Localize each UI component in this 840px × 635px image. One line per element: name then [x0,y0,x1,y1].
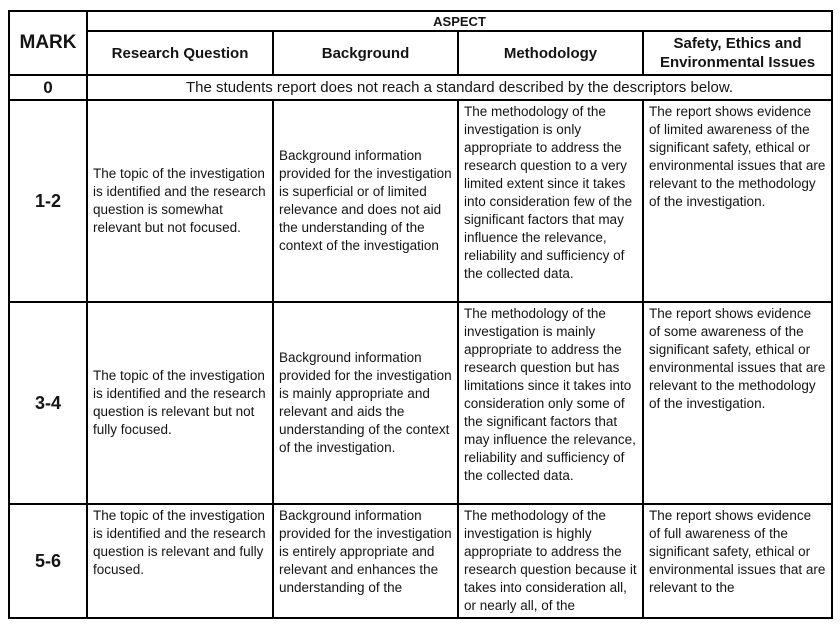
column-header-row [9,31,832,75]
descriptor-cell-background-1-2: Background information provided for the investigation is superficial or of limited relevance and does not aid the understanding of the context of the investigation [273,100,458,302]
mark-column-header: MARK [9,11,87,75]
descriptor-cell-research-question-3-4: The topic of the investigation is identified and the research question is relevant but not fully focused. [87,302,273,504]
column-header-background: Background [273,31,458,75]
mark-cell-3-4: 3-4 [9,302,87,504]
column-header-research-question: Research Question [87,31,273,75]
column-header-methodology: Methodology [458,31,643,75]
mark-cell-5-6: 5-6 [9,504,87,618]
mark-cell-1-2: 1-2 [9,100,87,302]
descriptor-cell-mark-0: The students report does not reach a standard described by the descriptors below. [87,75,832,100]
column-header-safety-ethics: Safety, Ethics and Environmental Issues [643,31,832,75]
aspect-header-row [9,11,832,31]
descriptor-cell-methodology-3-4: The methodology of the investigation is mainly appropriate to address the research question but has limitations since it takes into consideration only some of the significant factors that may influence the relevance, reliability and sufficiency of the collected data. [458,302,643,504]
table-row-mark-3-4 [9,302,832,504]
table-row-mark-5-6 [9,504,832,618]
table-row-mark-0 [9,75,832,100]
descriptor-cell-safety-ethics-3-4: The report shows evidence of some awareness of the significant safety, ethical or environmental issues that are relevant to the methodology of the investigation. [643,302,832,504]
descriptor-cell-safety-ethics-5-6: The report shows evidence of full awareness of the significant safety, ethical or environmental issues that are relevant to the [643,504,832,618]
table-row-mark-1-2 [9,100,832,302]
descriptor-cell-safety-ethics-1-2: The report shows evidence of limited awareness of the significant safety, ethical or environmental issues that are relevant to the methodology of the investigation. [643,100,832,302]
descriptor-cell-methodology-5-6: The methodology of the investigation is highly appropriate to address the research question because it takes into consideration all, or nearly all, of the [458,504,643,618]
rubric-table [8,10,833,619]
descriptor-cell-background-3-4: Background information provided for the investigation is mainly appropriate and relevant and aids the understanding of the context of the investigation. [273,302,458,504]
aspect-group-header: ASPECT [87,11,832,31]
descriptor-cell-research-question-1-2: The topic of the investigation is identified and the research question is somewhat relevant but not focused. [87,100,273,302]
mark-cell-0: 0 [9,75,87,100]
descriptor-cell-methodology-1-2: The methodology of the investigation is only appropriate to address the research question to a very limited extent since it takes into consideration few of the significant factors that may influence the relevance, reliability and sufficiency of the collected data. [458,100,643,302]
descriptor-cell-research-question-5-6: The topic of the investigation is identified and the research question is relevant and fully focused. [87,504,273,618]
descriptor-cell-background-5-6: Background information provided for the investigation is entirely appropriate and relevant and enhances the understanding of the [273,504,458,618]
